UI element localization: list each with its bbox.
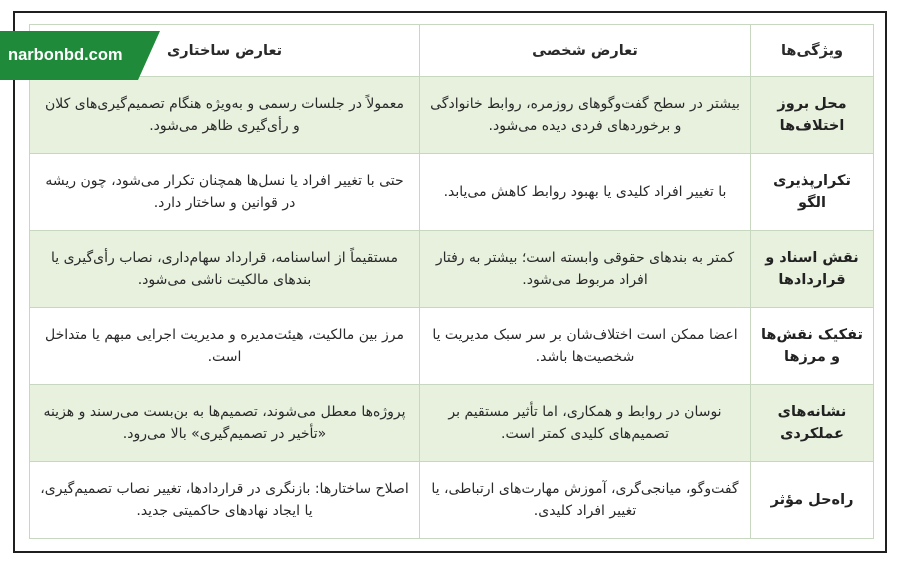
- cell-personal-6: گفت‌وگو، میانجی‌گری، آموزش مهارت‌های ارتباطی، یا تغییر افراد کلیدی.: [420, 462, 751, 539]
- cell-structural-6: اصلاح ساختارها: بازنگری در قراردادها، تغییر نصاب تصمیم‌گیری، یا ایجاد نهادهای حاکمیتی جدید.: [29, 462, 420, 539]
- brand-text: narbonbd.com: [8, 46, 123, 64]
- header-structural: تعارض ساختاری: [29, 24, 420, 77]
- table-frame: [13, 11, 887, 553]
- cell-structural-5: پروژه‌ها معطل می‌شوند، تصمیم‌ها به بن‌بست می‌رسند و هزینه «تأخیر در تصمیم‌گیری» بالا می‌رود.: [29, 385, 420, 462]
- brand-watermark: [0, 31, 160, 80]
- cell-personal-5: نوسان در روابط و همکاری، اما تأثیر مستقیم بر تصمیم‌های کلیدی کمتر است.: [420, 385, 751, 462]
- cell-feature-1: محل بروز اختلاف‌ها: [751, 77, 874, 154]
- cell-structural-4: مرز بین مالکیت، هیئت‌مدیره و مدیریت اجرایی مبهم یا متداخل است.: [29, 308, 420, 385]
- cell-feature-6: راه‌حل مؤثر: [751, 462, 874, 539]
- cell-structural-3: مستقیماً از اساسنامه، قرارداد سهام‌داری، نصاب رأی‌گیری یا بندهای مالکیت ناشی می‌شود.: [29, 231, 420, 308]
- comparison-table: [29, 24, 874, 540]
- cell-structural-1: معمولاً در جلسات رسمی و به‌ویژه هنگام تصمیم‌گیری‌های کلان و رأی‌گیری ظاهر می‌شود.: [29, 77, 420, 154]
- cell-feature-4: تفکیک نقش‌ها و مرزها: [751, 308, 874, 385]
- cell-feature-2: تکرارپذیری الگو: [751, 154, 874, 231]
- cell-personal-3: کمتر به بندهای حقوقی وابسته است؛ بیشتر به رفتار افراد مربوط می‌شود.: [420, 231, 751, 308]
- header-personal: تعارض شخصی: [420, 24, 751, 77]
- cell-feature-3: نقش اسناد و قراردادها: [751, 231, 874, 308]
- cell-feature-5: نشانه‌های عملکردی: [751, 385, 874, 462]
- cell-personal-1: بیشتر در سطح گفت‌وگوهای روزمره، روابط خانوادگی و برخوردهای فردی دیده می‌شود.: [420, 77, 751, 154]
- cell-personal-4: اعضا ممکن است اختلاف‌شان بر سر سبک مدیریت یا شخصیت‌ها باشد.: [420, 308, 751, 385]
- cell-structural-2: حتی با تغییر افراد یا نسل‌ها همچنان تکرار می‌شود، چون ریشه در قوانین و ساختار دارد.: [29, 154, 420, 231]
- header-feature: ویژگی‌ها: [751, 24, 874, 77]
- cell-personal-2: با تغییر افراد کلیدی یا بهبود روابط کاهش می‌یابد.: [420, 154, 751, 231]
